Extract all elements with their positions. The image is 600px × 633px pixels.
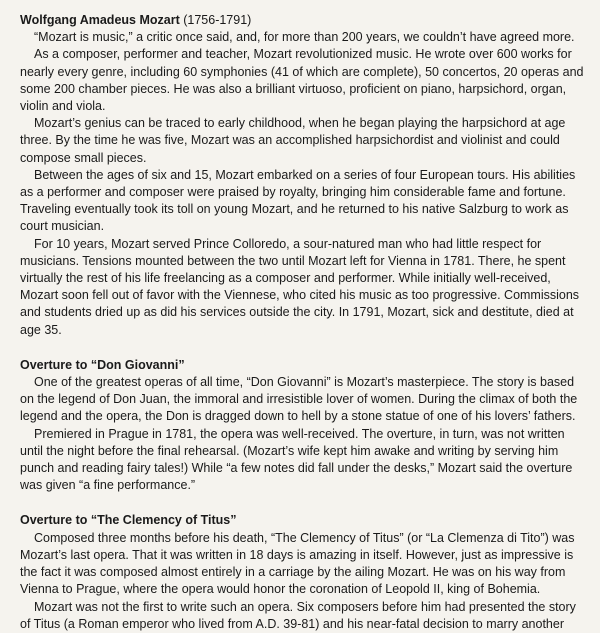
don-giovanni-heading: Overture to “Don Giovanni” [20,357,185,372]
composer-dates: (1756-1791) [183,13,252,27]
biography-heading [20,12,586,29]
bio-paragraph: Mozart’s genius can be traced to early childhood, when he began playing the harpsichord at age three. By the time he was five, Mozart was an accomplished harpsichordist and violinist and could compose small pieces. [20,116,566,165]
bio-paragraph: “Mozart is music,” a critic once said, and, for more than 200 years, we couldn’t have agreed more. [34,30,575,45]
clemency-paragraph: Mozart was not the first to write such an opera. Six composers before him had presented the story of Titus (a Roman emperor who lived from A.D. 39-81) and his near-fatal decision to marry another [20,599,576,631]
clemency-paragraph: Composed three months before his death, “The Clemency of Titus” (or “La Clemenza di Tito”) was Mozart’s last opera. That it was written in 18 days is amazing in itself. However, just as impressive is the fact it was composed almost entirely in a carriage by the ailing Mozart. He was on his way from Vienna to Prague, where the opera would honor the coronation of Leopold II, king of Bohemia. [20,530,575,597]
bio-paragraph: As a composer, performer and teacher, Mozart revolutionized music. He wrote over 600 works for nearly every genre, including 60 symphonies (41 of which are complete), 50 concertos, 20 operas and some 200 chamber pieces. He was also a brilliant virtuoso, proficient on piano, harpsichord, organ, violin and viola. [20,47,584,114]
bio-paragraph: Between the ages of six and 15, Mozart embarked on a series of four European tours. His abilities as a performer and composer were praised by royalty, bringing him considerable fame and fortune. Traveling eventually took its toll on young Mozart, and he returned to his native Salzburg to work as court musician. [20,167,576,234]
biography-section [20,12,586,339]
don-giovanni-paragraph: One of the greatest operas of all time, “Don Giovanni” is Mozart’s masterpiece. The story is based on the legend of Don Juan, the immoral and irresistible lover of women. During the climax of both the legend and the opera, the Don is dragged down to hell by a stone statue of one of his lovers’ fathers. [20,375,578,424]
don-giovanni-section [20,357,586,495]
don-giovanni-paragraph: Premiered in Prague in 1781, the opera was well-received. The overture, in turn, was not written until the night before the final rehearsal. (Mozart’s wife kept him awake and writing by serving him punch and reading fairy tales!) While “a few notes did fall under the desks,” Mozart said the overture was given “a fine performance.” [20,426,573,493]
composer-name: Wolfgang Amadeus Mozart [20,13,180,27]
clemency-section [20,512,586,632]
clemency-heading: Overture to “The Clemency of Titus” [20,513,237,528]
bio-paragraph: For 10 years, Mozart served Prince Colloredo, a sour-natured man who had little respect for musicians. Tensions mounted between the two until Mozart left for Vienna in 1781. There, he spent virtually the rest of his life freelancing as a composer and performer. While initially well-received, Mozart soon fell out of favor with the Viennese, who cited his music as too progressive. Commissions and students dried up as did his services outside the city. In 1791, Mozart, sick and destitute, died at age 35. [20,236,580,337]
